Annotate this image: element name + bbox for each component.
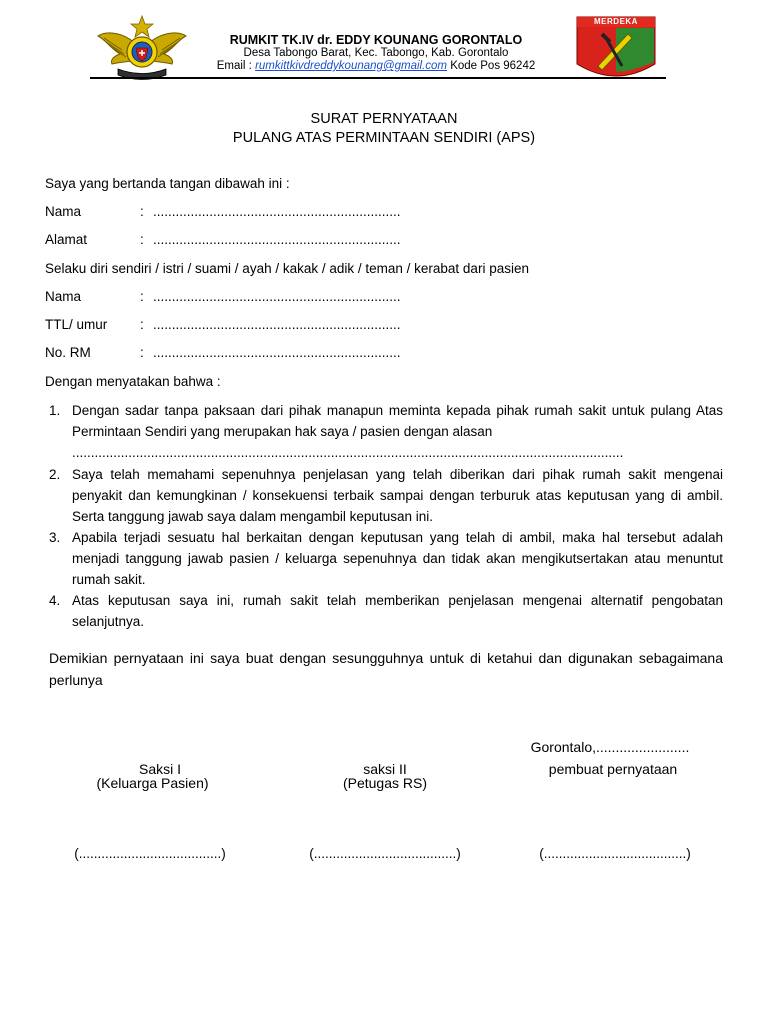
- maker-title: pembuat pernyataan: [548, 761, 678, 777]
- colon: :: [140, 345, 144, 360]
- colon: :: [140, 232, 144, 247]
- place-date-field[interactable]: Gorontalo,........................: [530, 739, 690, 755]
- witness1-role: (Keluarga Pasien): [96, 775, 209, 791]
- witness1-signature-line[interactable]: (......................................): [74, 846, 226, 861]
- witness2-signature-line[interactable]: (......................................): [309, 846, 461, 861]
- postal-code: Kode Pos 96242: [447, 60, 536, 72]
- intro-text: Saya yang bertanda tangan dibawah ini :: [45, 176, 290, 191]
- patient-name-field[interactable]: ..................................................................: [153, 289, 401, 304]
- list-item: [45, 527, 723, 590]
- document-subtitle: PULANG ATAS PERMINTAAN SENDIRI (APS): [232, 130, 536, 146]
- list-number: 1.: [49, 403, 61, 418]
- colon: :: [140, 204, 144, 219]
- list-item-text: Dengan sadar tanpa paksaan dari pihak manapun meminta kepada pihak rumah sakit untuk pulang Atas Permintaan Sendiri yang merupakan hak saya / pasien dengan alasan: [72, 403, 723, 439]
- witness2-role: (Petugas RS): [342, 775, 428, 791]
- list-item: [45, 400, 723, 463]
- merdeka-logo-text: MERDEKA: [594, 17, 638, 26]
- document-title: SURAT PERNYATAAN: [310, 111, 458, 127]
- patient-dob-label: TTL/ umur: [45, 317, 108, 332]
- witness1-title: Saksi I: [138, 761, 181, 777]
- email-link[interactable]: rumkittkivdreddykounang@gmail.com: [255, 60, 447, 72]
- list-number: 3.: [49, 530, 61, 545]
- declaration-intro: Dengan menyatakan bahwa :: [45, 374, 221, 389]
- maker-signature-line[interactable]: (......................................): [539, 846, 691, 861]
- header-divider: [90, 77, 666, 79]
- institution-name: RUMKIT TK.IV dr. EDDY KOUNANG GORONTALO: [229, 33, 523, 47]
- list-item: [45, 464, 723, 527]
- signer-address-label: Alamat: [45, 232, 88, 247]
- relation-text: Selaku diri sendiri / istri / suami / ayah / kakak / adik / teman / kerabat dari pasien: [45, 261, 529, 276]
- witness2-title: saksi II: [363, 761, 407, 777]
- patient-dob-field[interactable]: ..................................................................: [153, 317, 401, 332]
- patient-rm-field[interactable]: ..................................................................: [153, 345, 401, 360]
- closing-statement: Demikian pernyataan ini saya buat dengan sesungguhnya untuk di ketahui dan digunakan sebagaimana perlunya: [49, 650, 723, 688]
- colon: :: [140, 317, 144, 332]
- signer-address-field[interactable]: ..................................................................: [153, 232, 401, 247]
- email-label: Email :: [216, 60, 256, 72]
- reason-field[interactable]: ...................................................................................................................................................: [72, 445, 624, 460]
- institution-contact: [200, 60, 552, 72]
- list-item: [45, 590, 723, 632]
- patient-name-label: Nama: [45, 289, 82, 304]
- signer-name-field[interactable]: ..................................................................: [153, 204, 401, 219]
- colon: :: [140, 289, 144, 304]
- hospital-emblem-logo: [96, 14, 188, 84]
- patient-rm-label: No. RM: [45, 345, 91, 360]
- list-number: 4.: [49, 593, 61, 608]
- signer-name-label: Nama: [45, 204, 82, 219]
- list-number: 2.: [49, 467, 61, 482]
- list-item-text: Atas keputusan saya ini, rumah sakit telah memberikan penjelasan mengenai alternatif pengobatan selanjutnya.: [72, 593, 723, 629]
- merdeka-emblem-logo: [576, 16, 656, 82]
- list-item-text: Saya telah memahami sepenuhnya penjelasan yang telah diberikan dari pihak rumah sakit mengenai penyakit dan kemungkinan / konsekuensi terbaik sampai dengan terburuk atas keputusan yang di ambil. Serta tanggung jawab saya dalam mengambil keputusan ini.: [72, 467, 723, 524]
- statement-list: [45, 400, 723, 632]
- list-item-text: Apabila terjadi sesuatu hal berkaitan dengan keputusan yang telah di ambil, maka hal tersebut adalah menjadi tanggung jawab pasien / keluarga sepenuhnya dan tidak akan mengikutsertakan atau menuntut rumah sakit.: [72, 530, 723, 587]
- institution-address: Desa Tabongo Barat, Kec. Tabongo, Kab. Gorontalo: [243, 47, 509, 59]
